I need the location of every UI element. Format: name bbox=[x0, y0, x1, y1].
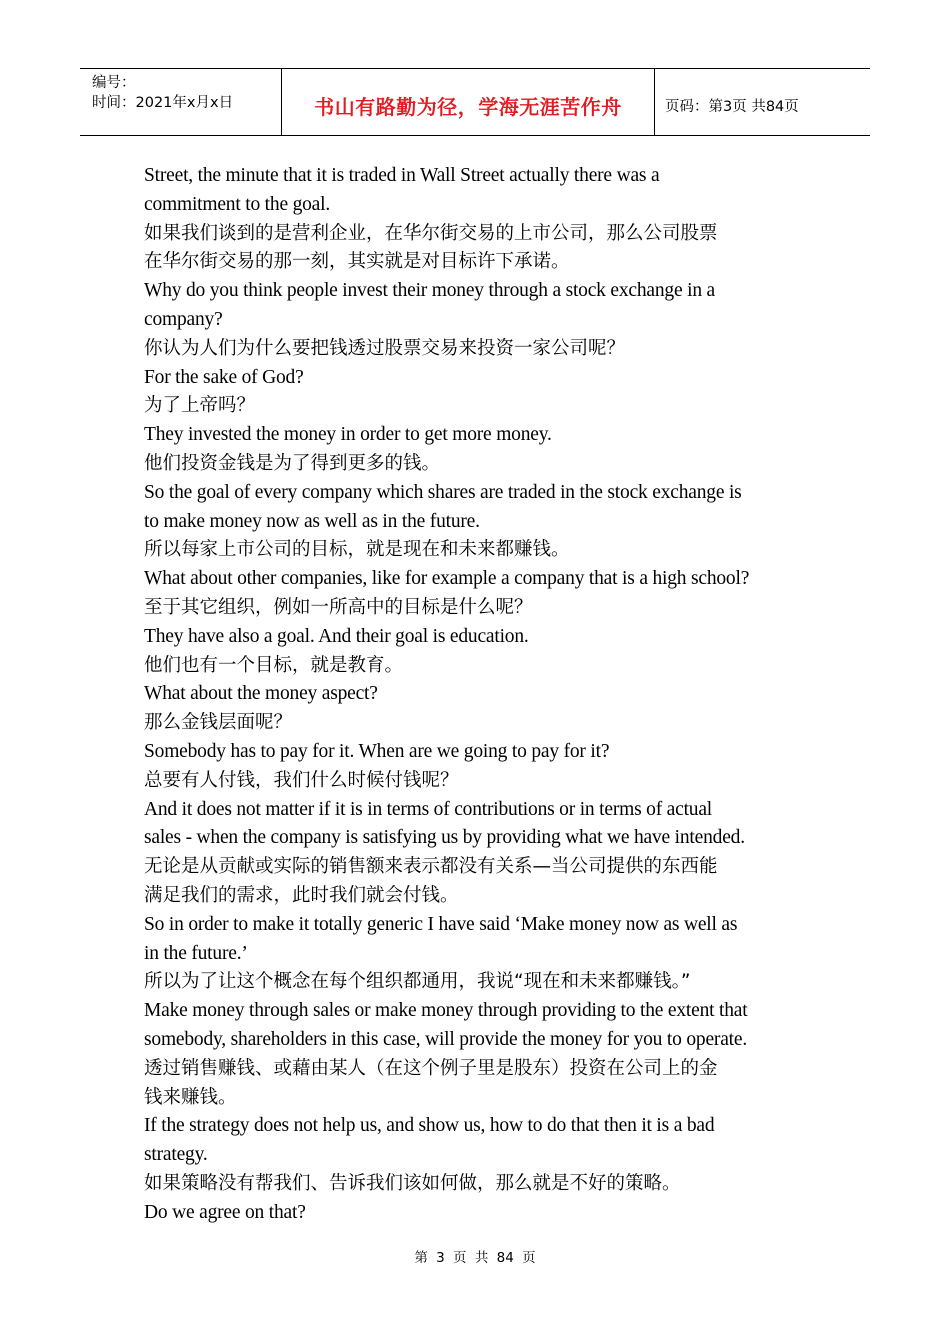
document-date-label: 时间：2021年x月x日 bbox=[92, 95, 234, 111]
chinese-translation-line: 那么金钱层面呢？ bbox=[144, 712, 293, 734]
english-text-line: Do we agree on that? bbox=[144, 1201, 306, 1223]
english-text-line: commitment to the goal. bbox=[144, 193, 331, 215]
header-page-indicator: 页码：第3页 共84页 bbox=[665, 98, 799, 115]
english-text-line: They have also a goal. And their goal is education. bbox=[144, 625, 529, 647]
header-motto-cell bbox=[282, 69, 655, 135]
english-text-line: If the strategy does not help us, and show us, how to do that then it is a bad bbox=[144, 1115, 715, 1137]
footer-page-number: 第 3 页 共 84 页 bbox=[414, 1250, 536, 1266]
chinese-translation-line: 他们投资金钱是为了得到更多的钱。 bbox=[144, 452, 441, 474]
chinese-translation-line: 无论是从贡献或实际的销售额来表示都没有关系—当公司提供的东西能 bbox=[144, 856, 718, 878]
english-text-line: in the future.’ bbox=[144, 942, 248, 964]
english-text-line: They invested the money in order to get more money. bbox=[144, 424, 552, 446]
document-body bbox=[144, 162, 820, 1227]
chinese-translation-line: 为了上帝吗？ bbox=[144, 395, 256, 417]
chinese-translation-line: 所以每家上市公司的目标，就是现在和未来都赚钱。 bbox=[144, 539, 570, 561]
document-number-label: 编号： bbox=[92, 75, 136, 91]
chinese-translation-line: 满足我们的需求，此时我们就会付钱。 bbox=[144, 884, 459, 906]
english-text-line: What about the money aspect? bbox=[144, 683, 378, 705]
chinese-translation-line: 如果我们谈到的是营利企业，在华尔街交易的上市公司，那么公司股票 bbox=[144, 222, 718, 244]
english-text-line: Why do you think people invest their money through a stock exchange in a bbox=[144, 280, 716, 302]
english-text-line: For the sake of God? bbox=[144, 366, 304, 388]
chinese-translation-line: 透过销售赚钱、或藉由某人（在这个例子里是股东）投资在公司上的金 bbox=[144, 1057, 718, 1079]
english-text-line: So the goal of every company which shares are traded in the stock exchange is bbox=[144, 481, 742, 503]
english-text-line: Street, the minute that it is traded in Wall Street actually there was a bbox=[144, 165, 660, 186]
english-text-line: strategy. bbox=[144, 1144, 208, 1166]
english-text-line: to make money now as well as in the future. bbox=[144, 510, 480, 532]
header-motto: 书山有路勤为径，学海无涯苦作舟 bbox=[314, 94, 622, 119]
english-text-line: Make money through sales or make money through providing to the extent that bbox=[144, 1000, 748, 1022]
page-footer bbox=[0, 1246, 950, 1266]
chinese-translation-line: 你认为人们为什么要把钱透过股票交易来投资一家公司呢？ bbox=[144, 337, 626, 359]
chinese-translation-line: 他们也有一个目标，就是教育。 bbox=[144, 654, 404, 676]
english-text-line: Somebody has to pay for it. When are we going to pay for it? bbox=[144, 740, 610, 762]
header-page-cell bbox=[655, 69, 870, 135]
page-header bbox=[80, 68, 870, 136]
english-text-line: sales - when the company is satisfying us by providing what we have intended. bbox=[144, 827, 745, 849]
english-text-line: company? bbox=[144, 308, 223, 330]
english-text-line: And it does not matter if it is in terms of contributions or in terms of actual bbox=[144, 798, 713, 820]
chinese-translation-line: 钱来赚钱。 bbox=[144, 1086, 237, 1108]
header-meta-cell bbox=[80, 69, 282, 135]
chinese-translation-line: 所以为了让这个概念在每个组织都通用，我说“现在和未来都赚钱。” bbox=[144, 971, 691, 993]
chinese-translation-line: 总要有人付钱，我们什么时候付钱呢？ bbox=[144, 769, 459, 791]
english-text-line: What about other companies, like for example a company that is a high school? bbox=[144, 568, 750, 590]
chinese-translation-line: 如果策略没有帮我们、告诉我们该如何做，那么就是不好的策略。 bbox=[144, 1172, 681, 1194]
chinese-translation-line: 在华尔街交易的那一刻，其实就是对目标许下承诺。 bbox=[144, 251, 570, 273]
chinese-translation-line: 至于其它组织，例如一所高中的目标是什么呢？ bbox=[144, 596, 533, 618]
english-text-line: So in order to make it totally generic I have said ‘Make money now as well as bbox=[144, 913, 738, 935]
english-text-line: somebody, shareholders in this case, will provide the money for you to operate. bbox=[144, 1028, 747, 1050]
